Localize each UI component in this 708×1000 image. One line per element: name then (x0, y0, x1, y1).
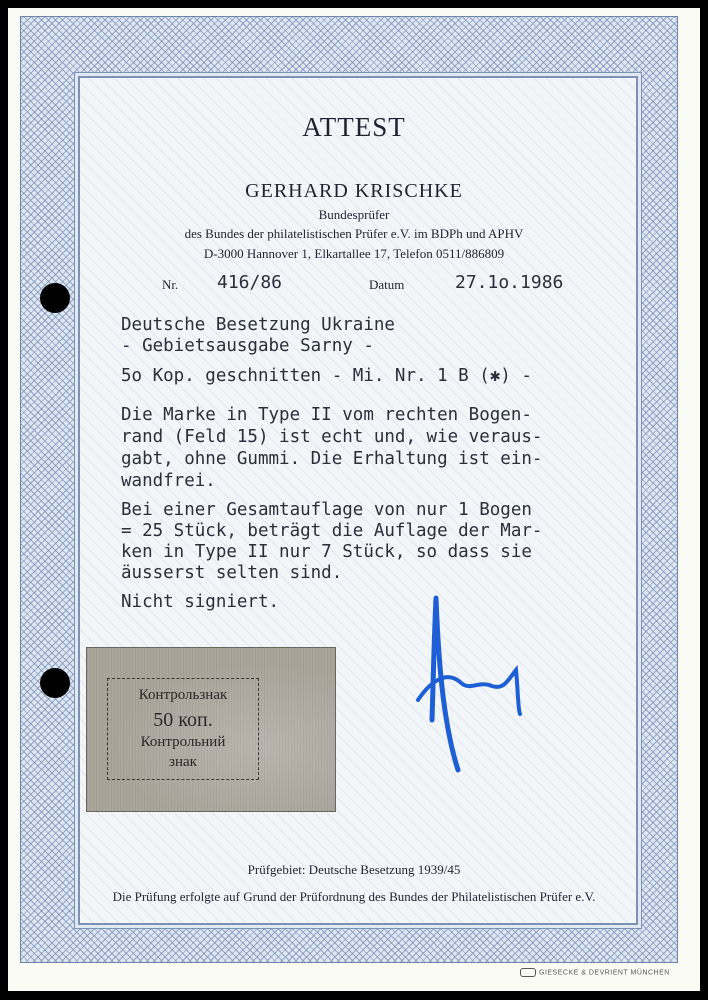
stamp-line-3: Контрольний (140, 734, 226, 750)
nr-label: Nr. (162, 277, 179, 292)
handwritten-signature (400, 590, 550, 780)
nr-value: 416/86 (217, 272, 283, 293)
printer-logo-icon (520, 968, 536, 977)
typed-line-7: wandfrei. (121, 471, 216, 491)
date-value: 27.1o.1986 (455, 272, 564, 293)
examiner-address: D-3000 Hannover 1, Elkartallee 17, Telefon 0511/886809 (203, 246, 505, 261)
stamp-line-2: 50 коп. (153, 709, 213, 731)
exam-rules: Die Prüfung erfolgte auf Grund der Prüfordnung des Bundes der Philatelistischen Prüfer e.V. (112, 889, 596, 904)
punch-hole-bottom (40, 668, 70, 698)
typed-line-10: ken in Type II nur 7 Stück, so dass sie (121, 542, 532, 562)
typed-line-6: gabt, ohne Gummi. Die Erhaltung ist ein- (121, 449, 543, 469)
punch-hole-top (40, 283, 70, 313)
certificate-title: ATTEST (302, 112, 406, 142)
stamp-line-4: знак (169, 754, 197, 770)
typed-line-3: 5o Kop. geschnitten - Mi. Nr. 1 B (✱) - (121, 366, 532, 386)
examiner-association: des Bundes der philatelistischen Prüfer e.V. im BDPh und APHV (184, 226, 524, 241)
stamp-line-1: Контрользнак (138, 687, 228, 703)
printer-imprint (520, 968, 670, 977)
typed-line-9: = 25 Stück, beträgt die Auflage der Mar- (121, 521, 543, 541)
printer-name: GIESECKE & DEVRIENT MÜNCHEN (539, 969, 670, 977)
examiner-name: GERHARD KRISCHKE (245, 180, 463, 202)
typed-line-1: Deutsche Besetzung Ukraine (121, 315, 395, 335)
typed-line-11: äusserst selten sind. (121, 563, 343, 583)
typed-line-4: Die Marke in Type II vom rechten Bogen- (121, 405, 532, 425)
typed-line-8: Bei einer Gesamtauflage von nur 1 Bogen (121, 500, 532, 520)
examiner-role: Bundesprüfer (318, 207, 390, 222)
stamp-frame (107, 678, 259, 780)
stamp-image (86, 647, 336, 812)
typed-line-5: rand (Feld 15) ist echt und, wie veraus- (121, 427, 543, 447)
exam-area: Prüfgebiet: Deutsche Besetzung 1939/45 (247, 862, 461, 877)
typed-line-2: - Gebietsausgabe Sarny - (121, 336, 374, 356)
date-label: Datum (369, 277, 405, 292)
typed-line-12: Nicht signiert. (121, 592, 280, 612)
